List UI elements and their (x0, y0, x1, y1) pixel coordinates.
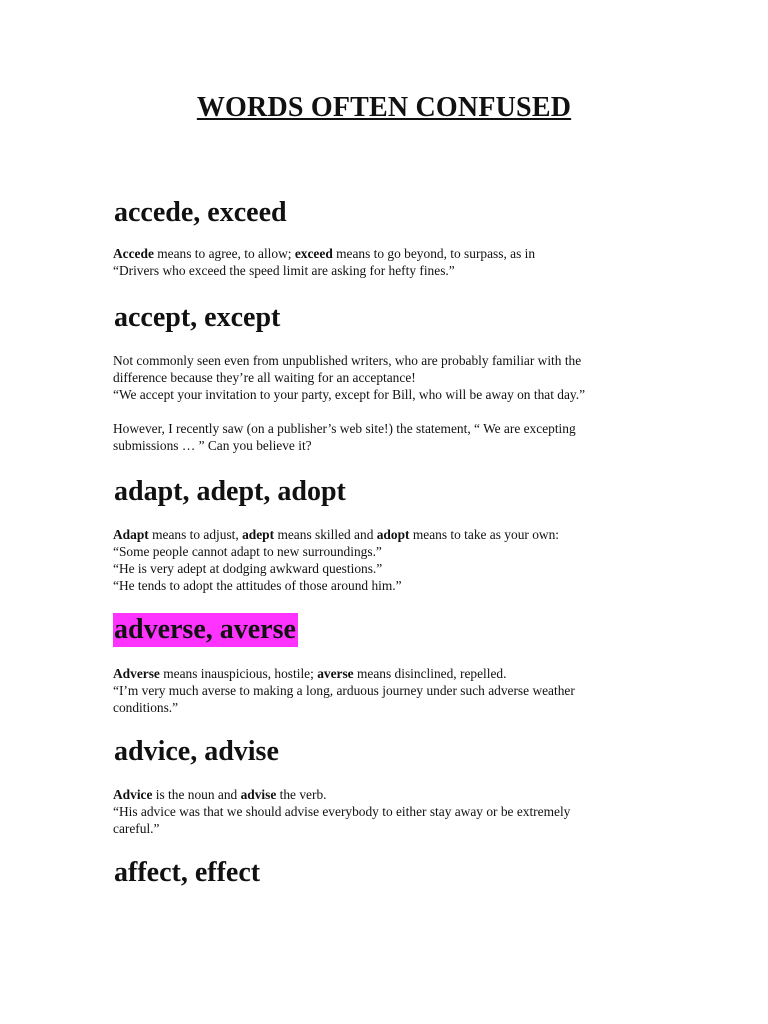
entry-example: “His advice was that we should advise everybody to either stay away or be extremely (113, 804, 571, 819)
entry-heading: accept, except (114, 302, 281, 333)
entry-example: “He is very adept at dodging awkward questions.” (113, 561, 383, 576)
definition-text: means skilled and (274, 527, 377, 542)
entry-example: conditions.” (113, 700, 179, 715)
entry-example: “Drivers who exceed the speed limit are asking for hefty fines.” (113, 263, 455, 278)
term-accede: Accede (113, 246, 154, 261)
entry-heading: advice, advise (114, 736, 279, 767)
entry-adapt-adept-adopt (113, 475, 673, 594)
entry-accept-except (113, 301, 673, 454)
paragraph-gap (113, 403, 673, 420)
definition-text: means to take as your own: (409, 527, 559, 542)
term-averse: averse (317, 666, 354, 681)
definition-text: means to agree, to allow; (153, 246, 295, 261)
entry-heading: affect, effect (114, 857, 261, 888)
document-title: WORDS OFTEN CONFUSED (196, 92, 572, 123)
entry-example: “Some people cannot adapt to new surroundings.” (113, 544, 382, 559)
term-advise: advise (240, 787, 277, 802)
entry-definition (113, 786, 673, 803)
entry-heading: accede, exceed (114, 197, 287, 228)
entry-heading-highlighted: adverse, averse (114, 614, 296, 645)
entry-heading: adapt, adept, adopt (114, 476, 346, 507)
entry-adverse-averse (113, 613, 673, 716)
term-adopt: adopt (376, 527, 410, 542)
term-adept: adept (242, 527, 275, 542)
definition-text: is the noun and (152, 787, 241, 802)
definition-text: means to adjust, (148, 527, 243, 542)
definition-text: the verb. (276, 787, 327, 802)
entry-text-line: However, I recently saw (on a publisher’s web site!) the statement, “ We are excepting (113, 421, 576, 436)
entry-definition (113, 665, 673, 682)
entry-example: “He tends to adopt the attitudes of those around him.” (113, 578, 402, 593)
term-exceed: exceed (294, 246, 333, 261)
definition-text: means inauspicious, hostile; (159, 666, 318, 681)
entry-accede-exceed (113, 196, 673, 279)
entry-definition (113, 245, 673, 262)
term-adapt: Adapt (113, 527, 149, 542)
entry-example: careful.” (113, 821, 160, 836)
entry-example: “I’m very much averse to making a long, arduous journey under such adverse weather (113, 683, 575, 698)
definition-text: means to go beyond, to surpass, as in (332, 246, 536, 261)
entry-advice-advise (113, 735, 673, 837)
entry-text-line: submissions … ” Can you believe it? (113, 438, 312, 453)
entry-text-line: Not commonly seen even from unpublished writers, who are probably familiar with the (113, 353, 582, 368)
definition-text: means disinclined, repelled. (353, 666, 507, 681)
term-advice: Advice (113, 787, 153, 802)
entry-example: “We accept your invitation to your party, except for Bill, who will be away on that day.” (113, 387, 586, 402)
entry-definition (113, 526, 673, 543)
entry-affect-effect (113, 856, 673, 890)
entry-text-line: difference because they’re all waiting for an acceptance! (113, 370, 416, 385)
term-adverse: Adverse (113, 666, 160, 681)
